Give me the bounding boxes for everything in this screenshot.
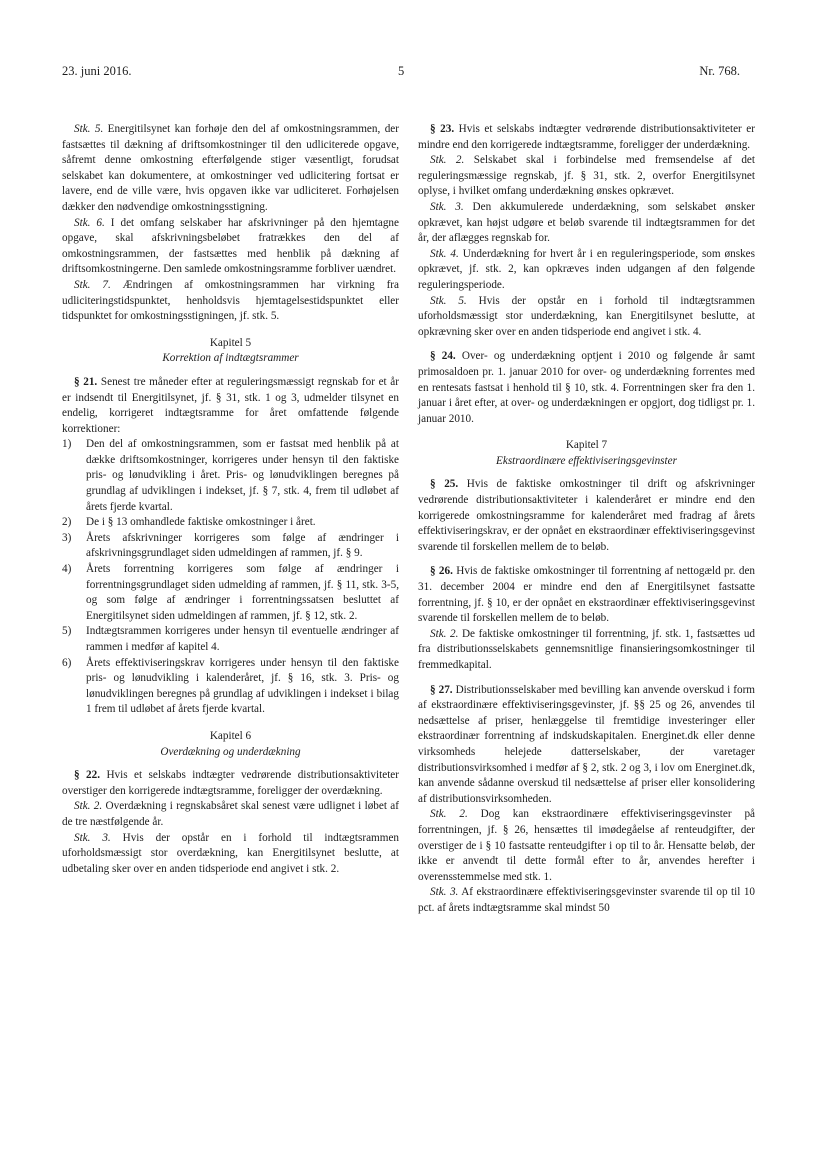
paragraph-23-stk2: [418, 153, 755, 200]
list-text: De i § 13 omhandlede faktiske omkostninger i året.: [86, 516, 316, 529]
paragraph-text: Den akkumulerede underdækning, som selskabet ønsker opkrævet, kan højst udgøre et beløb svarende til indtægtsrammen for det år, der aflægges regnskab for.: [418, 200, 755, 245]
section-23: [418, 122, 755, 153]
stk-label: Stk. 3.: [74, 831, 111, 844]
section-number: § 21.: [74, 375, 98, 388]
section-21: [62, 375, 399, 437]
section-number: § 24.: [430, 350, 456, 363]
section-25: [418, 477, 755, 555]
list-item: [62, 531, 399, 562]
section-26: [418, 564, 755, 626]
list-number: 6): [62, 656, 72, 669]
paragraph-text: Energitilsynet kan forhøje den del af omkostningsrammen, der fastsættes til dækning af driftsomkostninger til den udliciterede opgave, såfremt denne omkostning efterfølgende stiger væsentligt, forudsat selskabet kan dokumentere, at omkostninger ved udlicitering fortsat er lavere, end de ville være, hvis opgaven ikke var udliciteret. Forhøjelsen dækker den nødvendige omkostningsstigning.: [62, 123, 399, 213]
stk-label: Stk. 2.: [430, 808, 468, 821]
paragraph-22-stk2: [62, 799, 399, 830]
paragraph-22-stk3: [62, 831, 399, 878]
chapter-6-title: Kapitel 6: [209, 729, 252, 742]
paragraph-text: Hvis der opstår en i forhold til indtægtsrammen uforholdsmæssigt stor underdækning, kan Energitilsynet beslutte, at opkrævning sker over en anden tidsperiode end angivet i stk. 4.: [418, 294, 755, 338]
paragraph-23-stk3: [418, 200, 755, 247]
paragraph-text: Hvis et selskabs indtægter vedrørende distributionsaktiviteter er mindre end den korrigerede indtægtsramme, foreligger der underdækning.: [418, 123, 755, 151]
paragraph-26-stk2: [418, 627, 755, 674]
section-number: § 23.: [430, 123, 455, 135]
paragraph-text: Hvis der opstår en i forhold til indtægtsrammen uforholdsmæssigt stor overdækning, kan Energitilsynet beslutte, at udbetaling sker over en anden tidsperiode end angivet i stk. 2.: [62, 831, 399, 875]
chapter-5-subtitle: Korrektion af indtægtsrammer: [162, 352, 299, 365]
section-27: [418, 683, 755, 808]
paragraph-text: De faktiske omkostninger til forrentning, jf. stk. 1, fastsættes ud fra distributionsselskabets gennemsnitlige finansieringsomkostninger til fremmedkapital.: [418, 627, 756, 671]
paragraph-text: Hvis de faktiske omkostninger til drift og afskrivninger vedrørende distributionsaktiviteter i kalenderåret er mindre end den korrigerede omkostningsramme for kalenderåret med fradrag af årets effektiviseringskrav, er der opnået en ekstraordinær effektiviseringsgevinst svarende til forskellen mellem de to beløb.: [418, 478, 756, 553]
list-item: [62, 656, 399, 718]
list-text: Indtægtsrammen korrigeres under hensyn til eventuelle ændringer af rammen i medfør af kapitel 4.: [86, 625, 399, 653]
section-number: § 22.: [74, 769, 101, 782]
paragraph-text: Hvis de faktiske omkostninger til forrentning af nettogæld pr. den 31. december 2004 er mindre end den af Energitilsynet fastsatte forrentning, jf. § 10, er der opnået en ekstraordinær effektiviseringsgevinst svarende til forskellen mellem de to beløb.: [418, 565, 756, 625]
page-number: 5: [398, 64, 405, 78]
stk-label: Stk. 7.: [74, 278, 111, 291]
chapter-6-subtitle: Overdækning og underdækning: [160, 745, 301, 758]
stk-label: Stk. 5.: [74, 123, 104, 135]
paragraph-23-stk4: [418, 247, 755, 294]
chapter-7-subtitle: Ekstraordinære effektiviseringsgevinster: [496, 454, 677, 467]
chapter-5-title: Kapitel 5: [209, 336, 252, 349]
document-number: Nr. 768.: [699, 64, 740, 78]
paragraph-stk7: [62, 278, 399, 325]
right-column: [418, 122, 755, 917]
paragraph-stk5: [62, 122, 399, 216]
list-number: 1): [62, 438, 72, 451]
paragraph-27-stk2: [418, 807, 755, 885]
paragraph-text: Distributionsselskaber med bevilling kan anvende overskud i form af ekstraordinære effektiviseringsgevinster, jf. §§ 25 og 26, anvendes til nedsættelse af priser, henlæggelse til fremtidige investeringer eller ekstraordinær forrentning af indskudskapitalen. Energinet.dk eller denne virksomheds helejede datterselskaber, der varetager distributionsvirksomhed i medfør af § 2, stk. 2 og 3, i lov om Energinet.dk, kan anvende sådanne overskud til nedsættelse af priser eller konsolidering af distributionsvirksomheden.: [418, 683, 756, 805]
section-number: § 26.: [430, 565, 453, 578]
list-text: Årets effektiviseringskrav korrigeres under hensyn til den faktiske pris- og lønudvikling i kalenderåret, jf. § 16, stk. 3. Pris- og lønudviklingen beregnes på grundlag af udviklingen i indekset i bilag 1 frem til udløbet af årets fjerde kvartal.: [86, 656, 399, 716]
paragraph-text: Dog kan ekstraordinære effektiviseringsgevinster på forrentningen, jf. § 26, hensættes til imødegåelse af renteudgifter, der overstiger de i § 10 fastsatte renteudgifter i op til to år. Hensatte beløb, der ikke er anvendt til dette formål efter to år, anvendes herefter i overensstemmelse med stk. 1.: [418, 808, 756, 883]
paragraph-text: Hvis et selskabs indtægter vedrørende distributionsaktiviteter overstiger den korrigerede indtægtsramme, foreligger der overdækning.: [62, 769, 399, 797]
list-item: [62, 562, 399, 624]
paragraph-text: Selskabet skal i forbindelse med fremsendelse af det reguleringsmæssige regnskab, jf. § 31, stk. 2, overfor Energitilsynet oplyse, i hvilket omfang underdækning ønskes opkrævet.: [418, 154, 755, 198]
paragraph-text: Ændringen af omkostningsrammen har virkning fra udliciteringstidspunktet, henholdsvis hjemtagelsestidspunktet eller tidspunktet for omkostningsstigningen, jf. stk. 5.: [62, 278, 399, 323]
stk-label: Stk. 4.: [430, 247, 459, 260]
stk-label: Stk. 6.: [74, 216, 105, 229]
list-number: 3): [62, 531, 72, 544]
list-number: 5): [62, 625, 72, 638]
left-column: [62, 122, 399, 877]
list-text: Årets afskrivninger korrigeres som følge af ændringer i afskrivningsgrundlaget siden udmeldingen af rammen, jf. § 9.: [86, 531, 399, 560]
stk-label: Stk. 2.: [430, 154, 465, 167]
list-number: 4): [62, 563, 72, 576]
stk-label: Stk. 3.: [430, 200, 464, 213]
paragraph-stk6: [62, 216, 399, 278]
section-24: [418, 349, 755, 427]
paragraph-text: Senest tre måneder efter at reguleringsmæssigt regnskab for et år er indsendt til Energitilsynet, jf. § 31, stk. 1 og 3, udmelder tilsynet en endelig, korrigeret indtægtsramme for året omfattende følgende korrektioner:: [62, 375, 399, 435]
paragraph-text: Over- og underdækning optjent i 2010 og følgende år samt primosaldoen pr. 1. januar 2010 for over- og underdækning forrentes med en rentesats fastsat i henhold til § 10, stk. 4. Forrentningen sker fra den 1. januar i året efter, at over- og underdækningen er opgjort, dog tidligst pr. 1. januar 2010.: [418, 350, 755, 425]
stk-label: Stk. 2.: [74, 800, 103, 813]
page-date: 23. juni 2016.: [62, 64, 132, 78]
section-number: § 25.: [430, 478, 459, 491]
list-item: [62, 515, 399, 531]
list-text: Den del af omkostningsrammen, som er fastsat med henblik på at dække driftsomkostninger, korrigeres under hensyn til den faktiske pris- og lønudvikling i året. Pris- og lønudviklingen beregnes på grundlag af udviklingen i indekset, jf. § 7, stk. 4, frem til udløbet af årets fjerde kvartal.: [86, 438, 399, 513]
list-text: Årets forrentning korrigeres som følge af ændringer i forrentningsgrundlaget siden udmelding af rammen, jf. § 11, stk. 3-5, og som følge af ændringer i forrentningssatsen besluttet af Energitilsynet siden udmeldingen af rammen, jf. § 12, stk. 2.: [86, 563, 399, 622]
list-item: [62, 437, 399, 515]
section-number: § 27.: [430, 683, 453, 696]
paragraph-27-stk3: [418, 885, 755, 916]
stk-label: Stk. 5.: [430, 294, 467, 307]
chapter-7-title: Kapitel 7: [565, 439, 608, 452]
section-22: [62, 768, 399, 799]
stk-label: Stk. 2.: [430, 627, 459, 640]
paragraph-text: I det omfang selskaber har afskrivninger på den hjemtagne opgave, skal afskrivningsbeløbet fratrækkes den del af omkostningsrammen, der fastsættes med henblik på dækning af driftsomkostningerne. Den samlede omkostningsramme forbliver uændret.: [62, 216, 399, 276]
paragraph-text: Underdækning for hvert år i en reguleringsperiode, som ønskes opkrævet, jf. stk. 2, kan opkræves inden udgangen af den følgende reguleringsperiode.: [418, 247, 755, 291]
paragraph-text: Af ekstraordinære effektiviseringsgevinster svarende til op til 10 pct. af årets indtægtsramme skal mindst 50: [418, 886, 756, 914]
paragraph-23-stk5: [418, 294, 755, 341]
stk-label: Stk. 3.: [430, 886, 459, 899]
paragraph-text: Overdækning i regnskabsåret skal senest være udlignet i løbet af de tre næstfølgende år.: [62, 800, 399, 828]
list-item: [62, 624, 399, 655]
list-number: 2): [62, 516, 72, 529]
